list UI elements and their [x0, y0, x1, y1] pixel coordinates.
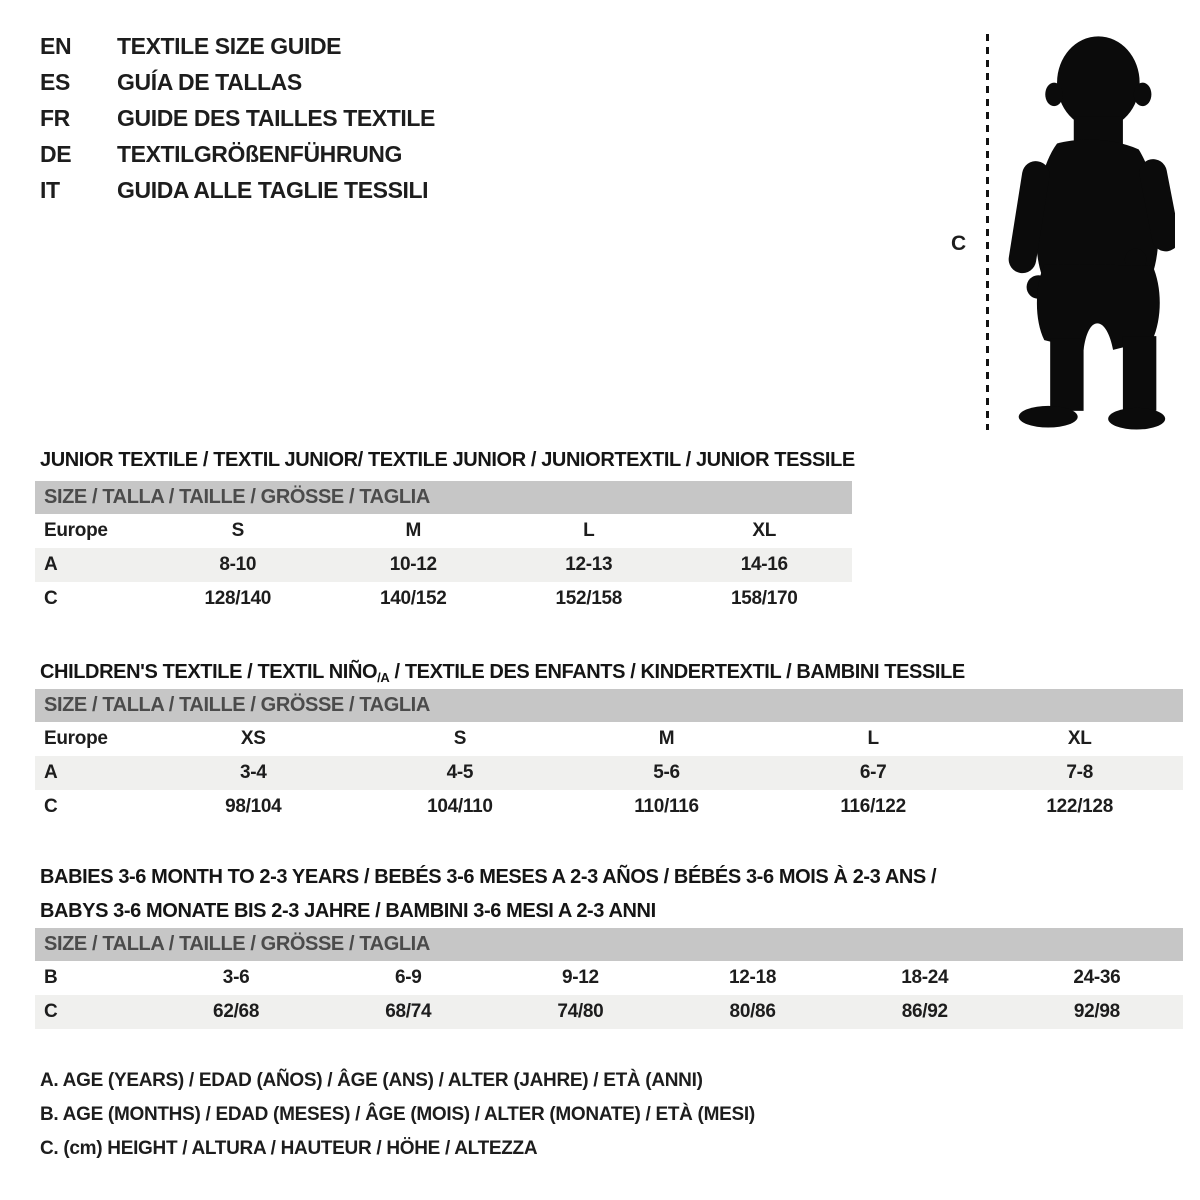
language-code: FR [40, 104, 70, 131]
junior-size-table [35, 481, 852, 616]
table-cell: 24-36 [1073, 967, 1121, 988]
children-age-row [35, 756, 1183, 790]
size-column-header: XS [240, 728, 266, 749]
table-cell: 140/152 [379, 588, 447, 609]
language-row-en [40, 28, 435, 64]
junior-height-row [35, 582, 852, 616]
table-cell: 7-8 [1066, 762, 1093, 783]
language-code: IT [40, 176, 60, 203]
language-title-list [40, 28, 435, 208]
babies-section-title [40, 860, 936, 928]
baby-silhouette-icon [1003, 30, 1175, 430]
table-cell: 3-4 [240, 762, 267, 783]
table-cell: 116/122 [840, 796, 906, 817]
table-cell: 152/158 [555, 588, 623, 609]
height-measure-label: C [951, 232, 967, 255]
table-cell: 12-13 [565, 554, 613, 575]
size-column-header: L [867, 728, 879, 749]
legend-line-height-cm: C. (cm) HEIGHT / ALTURA / HAUTEUR / HÖHE / ALTEZZA [40, 1138, 538, 1159]
table-cell: 86/92 [901, 1001, 948, 1022]
table-cell: 68/74 [385, 1001, 432, 1022]
table-cell: 92/98 [1073, 1001, 1120, 1022]
legend-line-age-months: B. AGE (MONTHS) / EDAD (MESES) / ÂGE (MOIS) / ALTER (MONATE) / ETÀ (MESI) [40, 1104, 755, 1125]
junior-age-row [35, 548, 852, 582]
babies-title-line1: BABIES 3-6 MONTH TO 2-3 YEARS / BEBÉS 3-6 MESES A 2-3 AÑOS / BÉBÉS 3-6 MOIS À 2-3 ANS / [40, 865, 937, 888]
table-cell: 4-5 [446, 762, 474, 783]
table-cell: 128/140 [204, 588, 272, 609]
row-label: C [44, 588, 58, 609]
table-cell: 122/128 [1046, 796, 1113, 817]
children-section-title [40, 661, 965, 685]
language-row-es [40, 64, 435, 100]
language-code: EN [40, 32, 72, 59]
table-cell: 98/104 [225, 796, 282, 817]
row-label: A [44, 762, 58, 783]
babies-title-line2: BABYS 3-6 MONATE BIS 2-3 JAHRE / BAMBINI 3-6 MESI A 2-3 ANNI [40, 899, 656, 922]
table-cell: 8-10 [219, 554, 257, 575]
size-column-header: M [405, 520, 422, 541]
legend-line-age-years: A. AGE (YEARS) / EDAD (AÑOS) / ÂGE (ANS) / ALTER (JAHRE) / ETÀ (ANNI) [40, 1070, 703, 1091]
measurement-legend [40, 1064, 755, 1166]
children-title-sub: /A [377, 669, 390, 685]
children-title-rest: / TEXTILE DES ENFANTS / KINDERTEXTIL / BAMBINI TESSILE [389, 660, 965, 683]
baby-height-figure [945, 30, 1200, 435]
children-column-header-row [35, 722, 1183, 756]
language-label: TEXTILE SIZE GUIDE [117, 32, 342, 59]
table-cell: 6-7 [859, 762, 887, 783]
table-cell: 9-12 [562, 967, 599, 988]
language-label: GUIDE DES TAILLES TEXTILE [117, 104, 435, 131]
row-label: A [44, 554, 58, 575]
language-label: TEXTILGRÖßENFÜHRUNG [117, 140, 402, 167]
row-label: B [44, 967, 58, 988]
children-size-table [35, 689, 1183, 824]
size-column-header: S [231, 520, 244, 541]
junior-size-header-bar: SIZE / TALLA / TAILLE / GRÖSSE / TAGLIA [35, 481, 852, 514]
region-label: Europe [44, 520, 108, 541]
size-column-header: S [453, 728, 467, 749]
table-cell: 104/110 [427, 796, 493, 817]
junior-column-header-row [35, 514, 852, 548]
table-cell: 62/68 [213, 1001, 260, 1022]
table-cell: 74/80 [557, 1001, 604, 1022]
table-cell: 14-16 [740, 554, 788, 575]
table-cell: 3-6 [222, 967, 250, 988]
table-cell: 110/116 [634, 796, 699, 817]
table-cell: 6-9 [394, 967, 422, 988]
language-label: GUÍA DE TALLAS [117, 68, 302, 95]
row-label: C [44, 1001, 58, 1022]
table-cell: 10-12 [389, 554, 437, 575]
language-code: ES [40, 68, 70, 95]
size-column-header: L [583, 520, 595, 541]
children-size-header-bar: SIZE / TALLA / TAILLE / GRÖSSE / TAGLIA [35, 689, 1183, 722]
language-code: DE [40, 140, 72, 167]
babies-height-row [35, 995, 1183, 1029]
language-row-it [40, 172, 435, 208]
junior-section-title: JUNIOR TEXTILE / TEXTIL JUNIOR/ TEXTILE JUNIOR / JUNIORTEXTIL / JUNIOR TESSILE [40, 448, 855, 471]
table-cell: 158/170 [730, 588, 798, 609]
height-measure-dashed-line [986, 34, 989, 430]
children-height-row [35, 790, 1183, 824]
babies-months-row [35, 961, 1183, 995]
table-cell: 12-18 [729, 967, 777, 988]
row-label: C [44, 796, 58, 817]
region-label: Europe [44, 728, 108, 749]
language-row-fr [40, 100, 435, 136]
language-row-de [40, 136, 435, 172]
table-cell: 18-24 [901, 967, 949, 988]
table-cell: 80/86 [729, 1001, 776, 1022]
children-title-main: CHILDREN'S TEXTILE / TEXTIL NIÑO [40, 660, 378, 683]
size-column-header: M [658, 728, 675, 749]
language-label: GUIDA ALLE TAGLIE TESSILI [117, 176, 429, 203]
size-column-header: XL [752, 520, 777, 541]
babies-size-table [35, 928, 1183, 1029]
babies-size-header-bar: SIZE / TALLA / TAILLE / GRÖSSE / TAGLIA [35, 928, 1183, 961]
table-cell: 5-6 [653, 762, 680, 783]
size-column-header: XL [1067, 728, 1092, 749]
